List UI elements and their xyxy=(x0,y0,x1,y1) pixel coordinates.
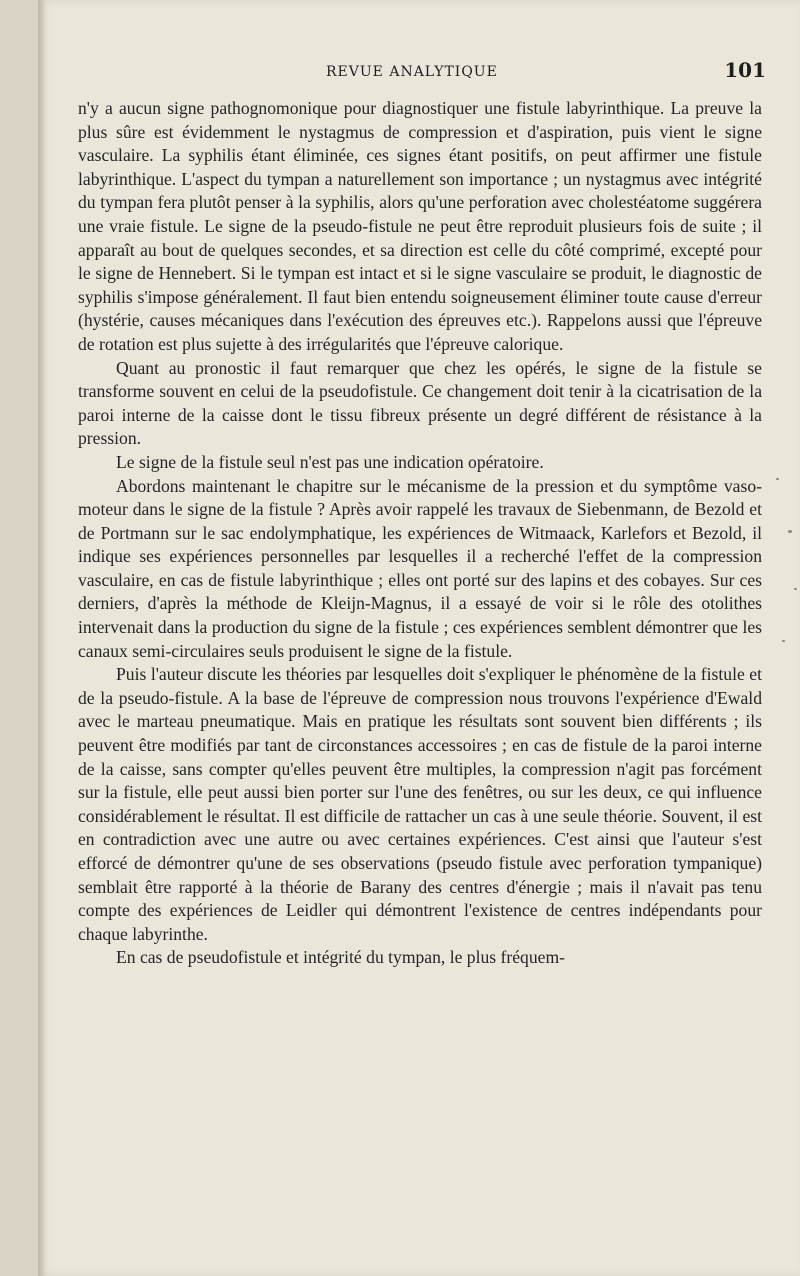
paragraph: Puis l'auteur discute les théories par lesquelles doit s'expliquer le phénomène de la fistule et de la pseudo-fistule. A la base de l'épreuve de compression nous trouvons l'expérience d'Ewald avec le marteau pneumatique. Mais en pratique les résultats sont souvent bien différents ; ils peuvent être modifiés par tant de circonstances accessoires ; en cas de fistule de la paroi interne de la caisse, sans compter qu'elles peuvent être multiples, la compression n'agit pas forcément sur la fistule, elle peut aussi bien porter sur l'une des fenêtres, ou sur les deux, ce qui influence considérablement le résultat. Il est difficile de rattacher un cas à une seule théorie. Souvent, il est en contradiction avec une autre ou avec certaines expériences. C'est ainsi que l'auteur s'est efforcé de démontrer qu'une de ses observations (pseudo fistule avec perforation tympanique) semblait être rapporté à la théorie de Barany des centres d'énergie ; mais il n'avait pas tenu compte des expériences de Leidler qui démontrent l'existence de centres indépendants pour chaque labyrinthe. xyxy=(78,664,762,944)
page-header xyxy=(38,58,800,86)
paragraph: n'y a aucun signe pathognomonique pour diagnostiquer une fistule labyrinthique. La preuve la plus sûre est évidemment le nystagmus de compression et d'aspiration, puis vient le signe vasculaire. La syphilis étant éliminée, ces signes étant positifs, on peut affirmer une fistule labyrinthique. L'aspect du tympan a naturellement son importance ; un nystagmus avec intégrité du tympan fera plutôt penser à la syphilis, alors qu'une perforation avec cholestéatome suggérera une vraie fistule. Le signe de la pseudo-fistule ne peut être reproduit plusieurs fois de suite ; il apparaît au bout de quelques secondes, et sa direction est celle du côté comprimé, excepté pour le signe de Hennebert. Si le tympan est intact et si le signe vasculaire se produit, le diagnostic de syphilis s'impose généralement. Il faut bien entendu soigneusement éliminer toute cause d'erreur (hystérie, causes mécaniques dans l'exécution des épreuves etc.). Rappelons aussi que l'épreuve de rotation est plus sujette à des irrégularités que l'épreuve calorique. xyxy=(78,98,762,354)
paragraph: Abordons maintenant le chapitre sur le mécanisme de la pression et du symptôme vaso-moteur dans le signe de la fistule ? Après avoir rappelé les travaux de Siebenmann, de Bezold et de Portmann sur le sac endolymphatique, les expériences de Witmaack, Karlefors et Bezold, il indique ses expériences personnelles par lesquelles il a recherché l'effet de la compression vasculaire, en cas de fistule labyrinthique ; elles ont porté sur des lapins et des cobayes. Sur ces derniers, d'après la méthode de Kleijn-Magnus, il a essayé de voir si le rôle des otolithes intervenait dans la production du signe de la fistule ; ces expériences semblent démontrer que les canaux semi-circulaires seuls produisent le signe de la fistule. xyxy=(78,475,762,661)
document-page xyxy=(38,0,800,1276)
running-title: REVUE ANALYTIQUE xyxy=(326,64,498,80)
page-number: 101 xyxy=(724,58,766,82)
margin-bleed-through xyxy=(758,470,800,670)
article-body xyxy=(78,97,762,970)
paragraph: Quant au pronostic il faut remarquer que chez les opérés, le signe de la fistule se transforme souvent en celui de la pseudofistule. Ce changement doit tenir à la cicatrisation de la paroi interne de la caisse dont le tissu fibreux présente un degré différent de résistance à la pression. xyxy=(78,357,762,449)
paragraph: Le signe de la fistule seul n'est pas une indication opératoire. xyxy=(116,451,544,472)
paragraph: En cas de pseudofistule et intégrité du tympan, le plus fréquem- xyxy=(116,947,566,968)
